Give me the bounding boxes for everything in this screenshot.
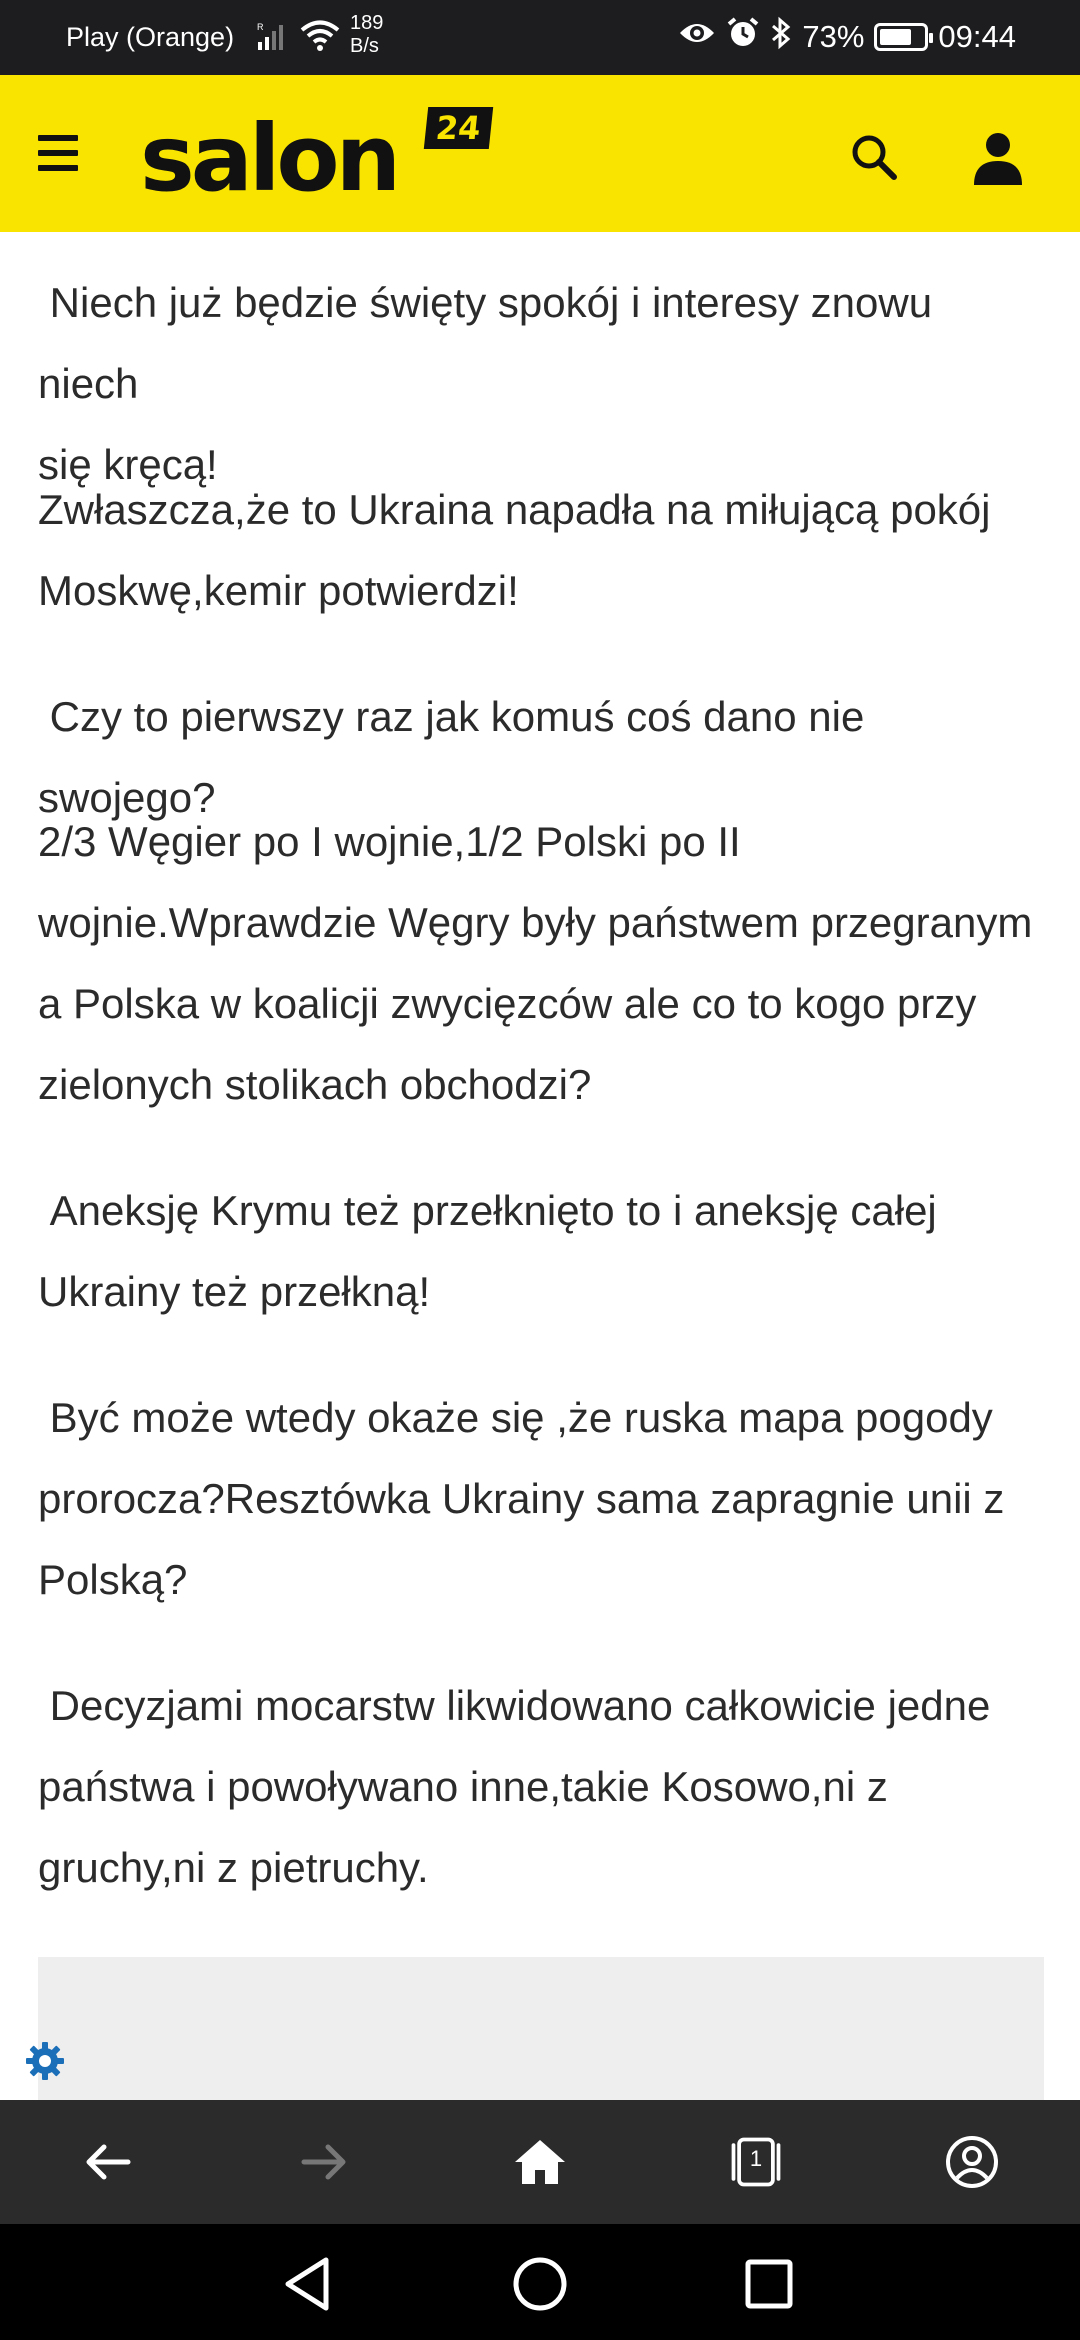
status-right-group: [678, 14, 1016, 60]
wifi-icon: [300, 18, 340, 57]
paragraph-line: gruchy,ni z pietruchy.: [38, 1844, 429, 1891]
menu-icon[interactable]: [38, 135, 80, 171]
article-paragraph: [38, 469, 991, 631]
network-speed-value: 189: [350, 12, 384, 34]
network-speed-unit: B/s: [350, 35, 379, 57]
paragraph-line: Czy to pierwszy raz jak komuś coś dano nie swojego?: [38, 693, 865, 821]
paragraph-line: Aneksję Krymu też przełknięto to i aneksję całej: [38, 1187, 937, 1234]
user-icon[interactable]: [970, 129, 1026, 187]
battery-level-fill: [880, 29, 911, 45]
paragraph-line: Decyzjami mocarstw likwidowano całkowicie jedne: [38, 1682, 991, 1729]
browser-toolbar: [0, 2100, 1080, 2224]
paragraph-line: Niech już będzie święty spokój i interesy znowu niech: [38, 279, 933, 407]
home-icon[interactable]: [510, 2132, 570, 2192]
paragraph-line: Polską?: [38, 1556, 188, 1603]
paragraph-line: Być może wtedy okaże się ,że ruska mapa pogody: [38, 1394, 993, 1441]
clock: 09:44: [938, 19, 1016, 54]
alarm-icon: [726, 16, 760, 58]
salon24-logo[interactable]: [140, 105, 483, 212]
bluetooth-icon: [770, 16, 792, 58]
paragraph-line: zielonych stolikach obchodzi?: [38, 1061, 592, 1108]
paragraph-line: wojnie.Wprawdzie Węgry były państwem przegranym: [38, 899, 1033, 946]
battery-percent: 73%: [802, 19, 865, 54]
article-paragraph: [38, 1170, 937, 1332]
status-bar: [0, 0, 1080, 75]
paragraph-line: się kręcą!: [38, 441, 218, 488]
carrier-name: Play (Orange): [66, 22, 235, 52]
logo-badge: 24: [424, 107, 493, 149]
article-paragraph: [38, 801, 1032, 1125]
eye-icon: [678, 19, 716, 55]
article-paragraph: [38, 1665, 990, 1908]
nav-home-icon[interactable]: [510, 2254, 570, 2314]
paragraph-line: prorocza?Resztówka Ukrainy sama zapragnie unii z: [38, 1475, 1005, 1522]
paragraph-line: 2/3 Węgier po I wojnie,1/2 Polski po II: [38, 818, 741, 865]
paragraph-line: Zwłaszcza,że to Ukraina napadła na miłującą pokój: [38, 486, 991, 533]
tab-count: 1: [749, 2146, 763, 2171]
system-navigation-bar: [0, 2224, 1080, 2340]
logo-wordmark: salon: [140, 105, 398, 212]
paragraph-line: Ukrainy też przełkną!: [38, 1268, 431, 1315]
settings-gear-icon[interactable]: [24, 2040, 66, 2082]
signal-icon: [256, 20, 288, 57]
article-paragraph: [38, 1377, 1004, 1620]
back-arrow-icon[interactable]: [78, 2132, 138, 2192]
nav-recents-icon[interactable]: [742, 2254, 802, 2314]
forward-arrow-icon[interactable]: [294, 2132, 354, 2192]
paragraph-line: a Polska w koalicji zwycięzców ale co to kogo przy: [38, 980, 977, 1027]
search-icon[interactable]: [848, 131, 900, 183]
site-header: [0, 75, 1080, 232]
svg-text:R: R: [257, 22, 264, 32]
battery-icon: [874, 23, 928, 51]
ad-placeholder: [38, 1957, 1044, 2100]
account-icon[interactable]: [942, 2132, 1002, 2192]
paragraph-line: Moskwę,kemir potwierdzi!: [38, 567, 519, 614]
nav-back-icon[interactable]: [280, 2254, 340, 2314]
paragraph-line: państwa i powoływano inne,takie Kosowo,ni z: [38, 1763, 888, 1810]
tabs-icon[interactable]: [726, 2132, 786, 2192]
network-speed: [350, 12, 383, 58]
